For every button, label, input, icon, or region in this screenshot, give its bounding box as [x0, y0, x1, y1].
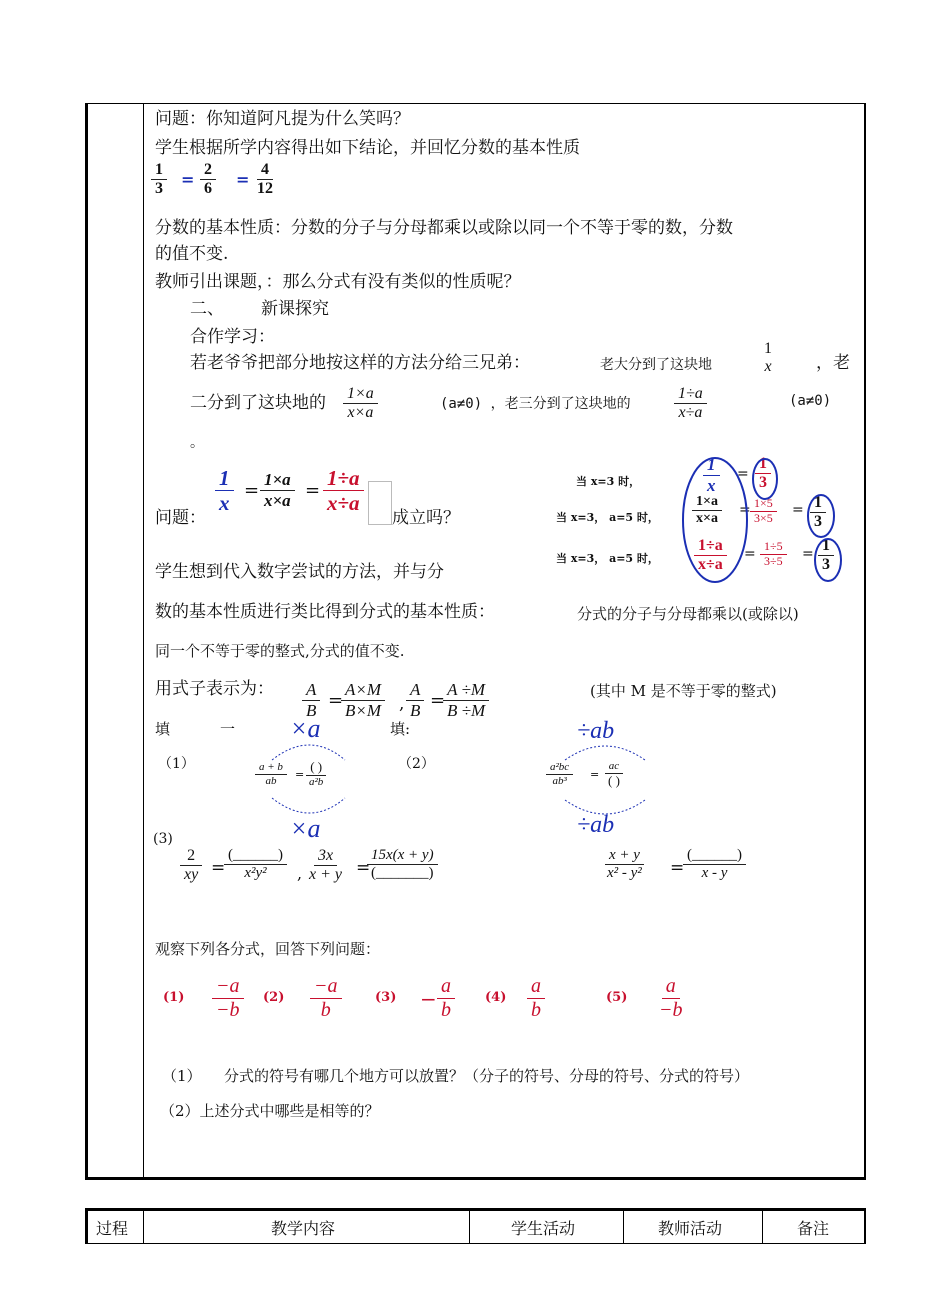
- ask-1: 分式的符号有哪几个地方可以放置？（分子的符号、分母的符号、分式的符号）: [224, 1067, 750, 1085]
- exercise-3-label: (3): [153, 831, 173, 847]
- story-cond: (a≠0): [789, 393, 832, 409]
- observation-fraction: $\frac{a}{b}$: [527, 975, 545, 1022]
- section-title: 新课探究: [261, 299, 329, 319]
- exercise-2-label: （2）: [398, 756, 435, 772]
- student-conclusion: 学生根据所学内容得出如下结论，并回忆分数的基本性质: [155, 138, 580, 158]
- question-afanti: 问题：你知道阿凡提为什么笑吗？: [155, 109, 410, 129]
- ask-1-number: （1）: [162, 1067, 202, 1085]
- student-idea: 学生想到代入数字尝试的方法，并与分: [155, 562, 444, 582]
- observation-label: (3): [375, 990, 397, 1005]
- conclusion-end: 同一个不等于零的整式,分式的值不变.: [155, 642, 405, 660]
- observation-label: (5): [606, 990, 628, 1005]
- story-eldest: 老大分到了这块地: [600, 357, 712, 373]
- observation-fraction: $\frac{-a}{b}$: [310, 975, 342, 1022]
- conclusion-property: 分式的分子与分母都乘以(或除以): [577, 605, 799, 623]
- conclusion-line: 数的基本性质进行类比得到分式的基本性质：: [155, 602, 495, 622]
- fraction-1-over-x: 1 x: [764, 340, 772, 376]
- question-holds: 成立吗？: [392, 508, 460, 528]
- ask-2: （2）上述分式中哪些是相等的？: [160, 1102, 380, 1120]
- coop-learning: 合作学习：: [190, 327, 275, 347]
- fill-label: 填: [155, 720, 171, 738]
- observation-fraction: $\frac{-a}{-b}$: [212, 975, 244, 1022]
- observation-label: (1): [163, 990, 185, 1005]
- formula-label: 用式子表示为：: [155, 679, 274, 699]
- formula-note: (其中 M 是不等于零的整式): [590, 682, 777, 700]
- fraction-div-a: $\frac{1\div a}{x\div a}$: [674, 385, 707, 423]
- observation-fraction: $\frac{a}{b}$: [437, 975, 455, 1022]
- fraction-mul-a: $\frac{1\times a}{x\times a}$: [343, 385, 378, 423]
- story-comma: ，老: [816, 353, 850, 373]
- question-label: 问题：: [155, 508, 206, 528]
- story-second: 二分到了这块地的: [190, 393, 326, 413]
- header-process: 过程: [96, 1219, 129, 1238]
- observation-label: (4): [485, 990, 507, 1005]
- header-student: 学生活动: [511, 1219, 576, 1238]
- fill-colon: 填:: [390, 720, 411, 738]
- column-divider: [143, 103, 144, 1180]
- header-content: 教学内容: [271, 1219, 336, 1238]
- header-notes: 备注: [797, 1219, 830, 1238]
- section-number: 二、: [190, 299, 224, 319]
- observation-sign: −: [420, 987, 437, 1011]
- fill-dash: 一: [220, 720, 236, 738]
- story-period: 。: [190, 435, 204, 451]
- observe-prompt: 观察下列各分式，回答下列问题：: [155, 940, 381, 958]
- observation-label: (2): [263, 990, 285, 1005]
- teacher-intro: 教师引出课题，：那么分式有没有类似的性质呢？: [155, 272, 521, 292]
- header-teacher: 教师活动: [658, 1219, 723, 1238]
- story-line: 若老爷爷把部分地按这样的方法分给三兄弟：: [190, 353, 530, 373]
- fraction-property: 分数的基本性质：分数的分子与分母都乘以或除以同一个不等于零的数，分数: [155, 218, 733, 238]
- observation-fraction: $\frac{a}{-b}$: [659, 975, 683, 1021]
- fraction-property-end: 的值不变.: [155, 244, 229, 264]
- exercise-1-label: （1）: [158, 756, 195, 772]
- story-third: (a≠0) ，老三分到了这块地的: [440, 396, 631, 412]
